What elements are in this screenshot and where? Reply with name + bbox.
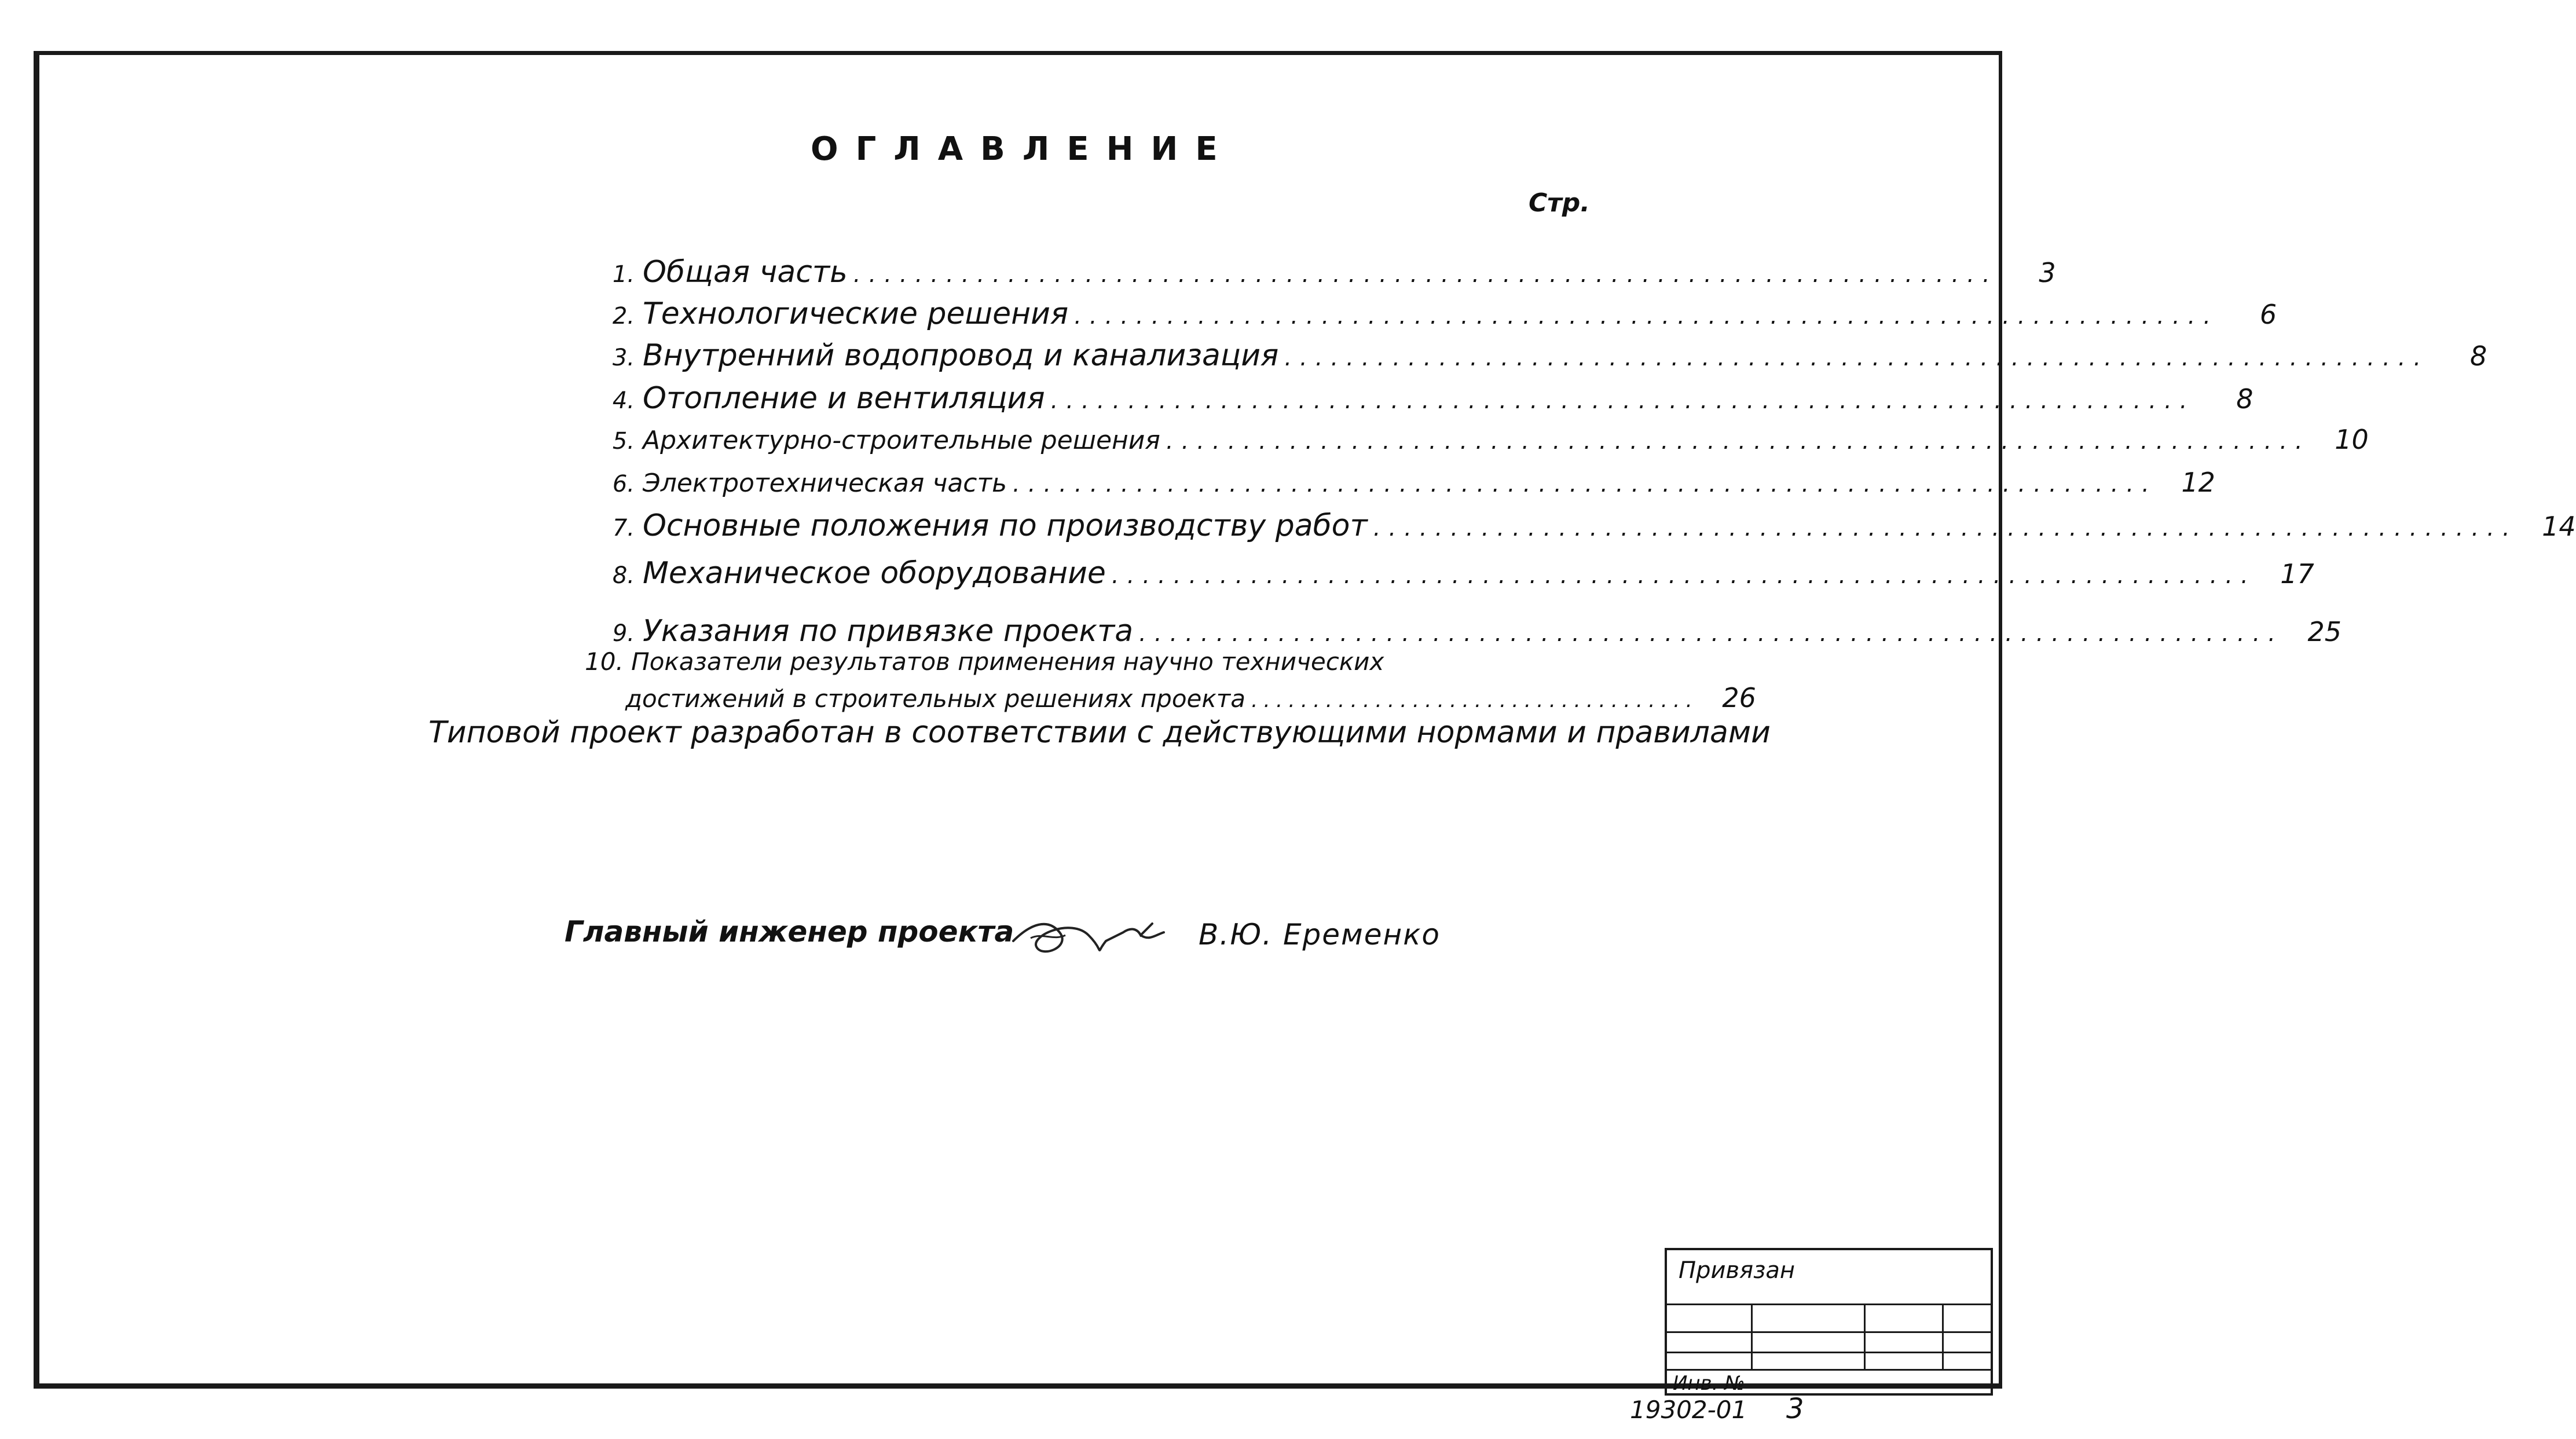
- title-block-stamp: [1665, 1248, 1993, 1396]
- toc-item-1: [579, 255, 2056, 295]
- signer-name: В.Ю. Еременко: [1199, 918, 1441, 951]
- stamp-divider: [1864, 1303, 1866, 1369]
- compliance-note: Типовой проект разработан в соответствии с действующими нормами и правилами: [428, 715, 1771, 750]
- toc-leader-dots: ..........................................................................: [1139, 620, 2284, 647]
- toc-item-title: Показатели результатов применения научно технических: [631, 647, 1384, 676]
- toc-item-number: 1.: [612, 261, 635, 288]
- toc-item-number: 6.: [612, 471, 635, 497]
- inventory-number-label: Инв. №: [1673, 1372, 1745, 1395]
- toc-item-title: Указания по привязке проекта: [643, 614, 1134, 649]
- toc-item-page: 10: [2335, 424, 2369, 455]
- stamp-rule: [1667, 1369, 1991, 1371]
- toc-item-number: 3.: [612, 345, 635, 371]
- toc-item-6: [579, 467, 2215, 507]
- toc-item-number: 7.: [612, 515, 635, 541]
- toc-item-page: 8: [2469, 340, 2487, 372]
- toc-item-number: 4.: [612, 387, 635, 414]
- toc-item-number: 2.: [612, 303, 635, 329]
- toc-item-title: Электротехническая часть: [643, 468, 1007, 498]
- toc-item-2: [579, 296, 2277, 337]
- toc-item-page: 8: [2236, 383, 2253, 415]
- page-title: ОГЛАВЛЕНИЕ: [811, 130, 1235, 168]
- toc-item-page: 12: [2181, 467, 2215, 498]
- toc-item-page: 14: [2542, 511, 2576, 542]
- toc-item-title: Архитектурно-строительные решения: [643, 426, 1160, 455]
- toc-item-page: 25: [2307, 616, 2342, 647]
- document-number: 19302-01: [1630, 1396, 1747, 1424]
- toc-item-10-line1: [585, 647, 1384, 676]
- toc-item-title: Общая часть: [643, 255, 848, 290]
- toc-item-number: 8.: [612, 562, 635, 589]
- toc-item-7: [579, 508, 2576, 549]
- toc-item-number: 5.: [612, 428, 635, 455]
- toc-item-5: [579, 424, 2369, 464]
- stamp-divider: [1942, 1303, 1944, 1369]
- toc-item-8: [579, 556, 2314, 596]
- page-column-label: Стр.: [1529, 188, 1591, 218]
- sheet-number: 3: [1786, 1393, 1804, 1425]
- stamp-title: Привязан: [1679, 1257, 1795, 1284]
- toc-item-title: Внутренний водопровод и канализация: [643, 338, 1279, 373]
- toc-item-page: 26: [1722, 682, 1756, 713]
- toc-leader-dots: ..........................................................................: [1013, 471, 2157, 497]
- toc-item-page: 6: [2259, 299, 2277, 330]
- toc-item-title: Механическое оборудование: [643, 556, 1106, 591]
- toc-item-3: [579, 338, 2487, 379]
- signature-image: [1007, 900, 1170, 970]
- toc-leader-dots: ..........................................................................: [1050, 387, 2196, 414]
- toc-leader-dots: ..........................................................................: [1373, 515, 2518, 541]
- toc-item-title: Технологические решения: [643, 296, 1069, 331]
- toc-leader-dots: ..........................................................................: [1284, 345, 2430, 371]
- toc-item-title: Основные положения по производству работ: [643, 508, 1368, 543]
- toc-leader-dots: ....................................: [1251, 689, 1698, 712]
- toc-item-number: 10.: [585, 647, 624, 676]
- stamp-divider: [1751, 1303, 1753, 1369]
- toc-item-10-line2: [625, 682, 1756, 713]
- toc-leader-dots: ..........................................................................: [1111, 562, 2256, 589]
- toc-item-page: 17: [2280, 558, 2314, 589]
- toc-item-4: [579, 381, 2253, 422]
- toc-leader-dots: ..........................................................................: [853, 261, 1998, 288]
- signature-label: Главный инженер проекта: [565, 915, 1014, 949]
- toc-item-number: 9.: [612, 620, 635, 647]
- toc-leader-dots: ..........................................................................: [1074, 303, 2219, 329]
- toc-leader-dots: ..........................................................................: [1166, 428, 2311, 455]
- toc-item-title-continued: достижений в строительных решениях проекта: [625, 684, 1245, 713]
- toc-item-title: Отопление и вентиляция: [643, 381, 1045, 416]
- toc-item-page: 3: [2039, 257, 2056, 288]
